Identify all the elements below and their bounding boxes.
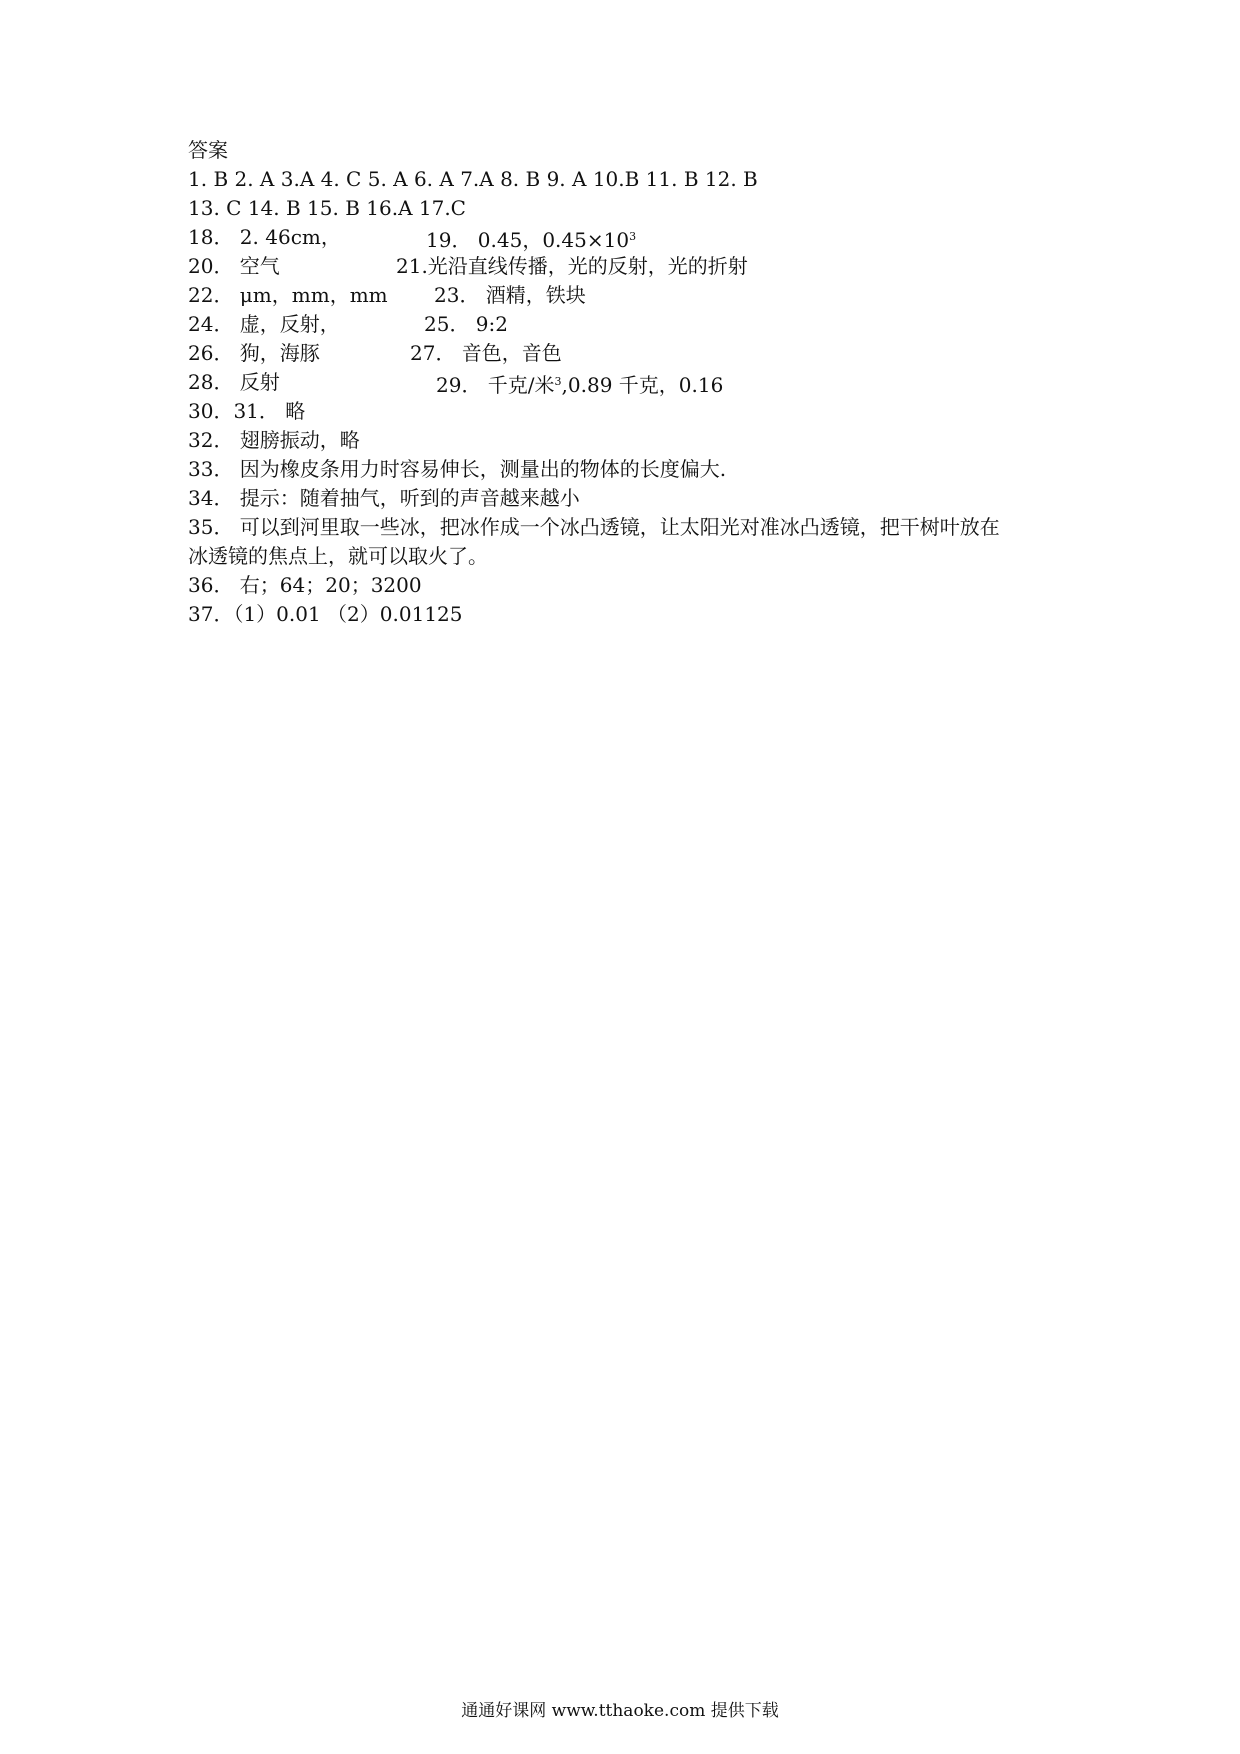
answer-line-18-19 xyxy=(188,223,1088,251)
answer-line-20-21 xyxy=(188,252,1088,280)
answer-22: 22． μm，mm，mm xyxy=(188,283,388,307)
answer-line-28-29 xyxy=(188,368,1088,396)
answer-21: 21.光沿直线传播，光的反射，光的折射 xyxy=(396,254,748,278)
answer-line-35-continued: 冰透镜的焦点上，就可以取火了。 xyxy=(188,544,488,568)
answer-25: 25． 9:2 xyxy=(424,312,508,336)
answer-line-35: 35． 可以到河里取一些冰，把冰作成一个冰凸透镜，让太阳光对准冰凸透镜，把干树叶放在 xyxy=(188,515,1000,539)
answer-line-36: 36． 右；64；20；3200 xyxy=(188,573,422,597)
answer-29-superscript: 3 xyxy=(554,375,562,388)
answer-29-text: 29． 千克/米 xyxy=(436,373,555,397)
answer-line-37: 37．（1）0.01 （2）0.01125 xyxy=(188,602,463,626)
answer-line-13-17: 13. C 14. B 15. B 16.A 17.C xyxy=(188,196,466,220)
answer-19 xyxy=(426,223,636,254)
answer-27: 27． 音色，音色 xyxy=(410,341,562,365)
answer-29 xyxy=(436,368,723,399)
answer-24: 24． 虚，反射， xyxy=(188,312,340,336)
answer-18: 18． 2. 46cm， xyxy=(188,225,341,249)
answer-line-26-27 xyxy=(188,339,1088,367)
answer-19-superscript: 3 xyxy=(629,230,637,243)
answer-line-24-25 xyxy=(188,310,1088,338)
answer-line-34: 34． 提示：随着抽气，听到的声音越来越小 xyxy=(188,486,580,510)
answer-line-30-31: 30．31． 略 xyxy=(188,399,306,423)
answer-19-text: 19． 0.45，0.45×10 xyxy=(426,228,630,252)
answer-line-32: 32． 翅膀振动，略 xyxy=(188,428,360,452)
answer-26: 26． 狗，海豚 xyxy=(188,341,320,365)
answer-line-33: 33． 因为橡皮条用力时容易伸长，测量出的物体的长度偏大. xyxy=(188,457,727,481)
heading-answers: 答案 xyxy=(188,138,228,162)
footer-source: 通通好课网 www.tthaoke.com 提供下载 xyxy=(461,1701,779,1721)
answer-line-1-12: 1. B 2. A 3.A 4. C 5. A 6. A 7.A 8. B 9. A 10.B 11. B 12. B xyxy=(188,167,758,191)
answer-29-rest: ,0.89 千克，0.16 xyxy=(561,373,724,397)
answer-20: 20． 空气 xyxy=(188,254,280,278)
answer-line-22-23 xyxy=(188,281,1088,309)
answer-28: 28． 反射 xyxy=(188,370,280,394)
answer-23: 23． 酒精，铁块 xyxy=(434,283,586,307)
